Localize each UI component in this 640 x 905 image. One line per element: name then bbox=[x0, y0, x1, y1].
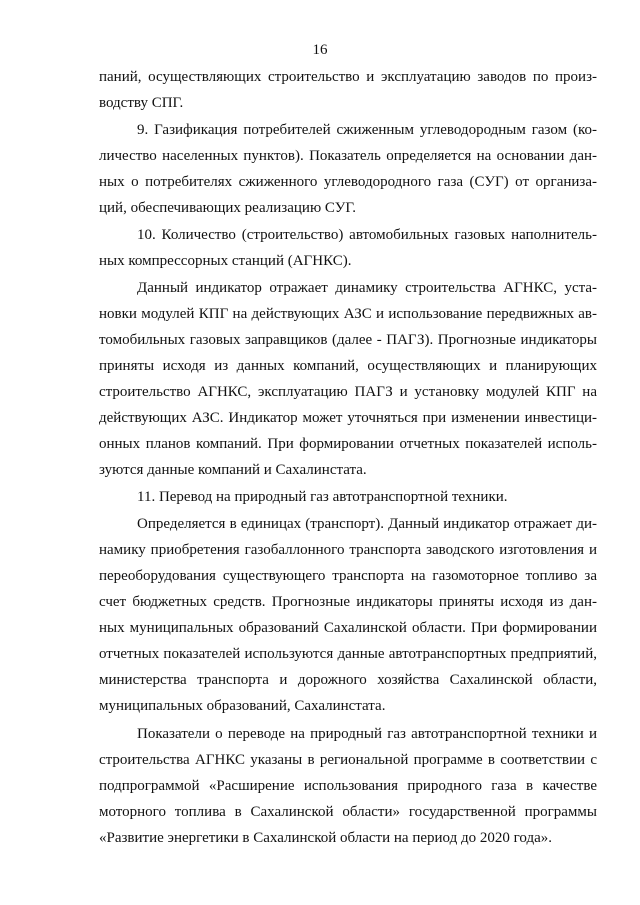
text-line: действующих АЗС. Индикатор может уточняться при изменении инвестици- bbox=[99, 410, 597, 426]
text-line: томобильных газовых заправщиков (далее - ПАГЗ). Прогнозные индикаторы bbox=[99, 332, 597, 348]
text-line: Показатели о переводе на природный газ автотранспортной техники и bbox=[137, 726, 597, 742]
text-line: водству СПГ. bbox=[99, 95, 184, 111]
page-number: 16 bbox=[312, 42, 328, 58]
text-line: ных муниципальных образований Сахалинской области. При формировании bbox=[99, 620, 597, 636]
text-line: моторного топлива в Сахалинской области» государственной программы bbox=[99, 804, 597, 820]
text-line: счет бюджетных средств. Прогнозные индикаторы приняты исходя из дан- bbox=[99, 594, 597, 610]
text-line: 10. Количество (строительство) автомобильных газовых наполнитель- bbox=[137, 227, 597, 243]
text-line: 9. Газификация потребителей сжиженным углеводородным газом (ко- bbox=[137, 122, 597, 138]
text-line: личество населенных пунктов). Показатель определяется на основании дан- bbox=[99, 148, 597, 164]
text-line: переоборудования существующего транспорта на газомоторное топливо за bbox=[99, 568, 597, 584]
text-line: строительство АГНКС, эксплуатацию ПАГЗ и установку модулей КПГ на bbox=[99, 384, 597, 400]
text-line: ных о потребителях сжиженного углеводородного газа (СУГ) от организа- bbox=[99, 174, 597, 190]
text-line: строительства АГНКС указаны в региональной программе в соответствии с bbox=[99, 752, 597, 768]
text-line: ций, обеспечивающих реализацию СУГ. bbox=[99, 200, 357, 216]
text-line: ных компрессорных станций (АГНКС). bbox=[99, 253, 352, 269]
text-line: министерства транспорта и дорожного хозяйства Сахалинской области, bbox=[99, 672, 597, 688]
text-line: намику приобретения газобаллонного транспорта заводского изготовления и bbox=[99, 542, 597, 558]
text-line: Определяется в единицах (транспорт). Данный индикатор отражает ди- bbox=[137, 516, 597, 532]
text-line: Данный индикатор отражает динамику строительства АГНКС, уста- bbox=[137, 280, 597, 296]
text-line: новки модулей КПГ на действующих АЗС и использование передвижных ав- bbox=[99, 306, 597, 322]
text-line: онных планов компаний. При формировании отчетных показателей исполь- bbox=[99, 436, 597, 452]
text-line: паний, осуществляющих строительство и эксплуатацию заводов по произ- bbox=[99, 69, 597, 85]
text-line: отчетных показателей используются данные автотранспортных предприятий, bbox=[99, 646, 597, 662]
text-line: зуются данные компаний и Сахалинстата. bbox=[99, 462, 367, 478]
text-line: «Развитие энергетики в Сахалинской области на период до 2020 года». bbox=[99, 830, 553, 846]
text-line: приняты исходя из данных компаний, осуществляющих и планирующих bbox=[99, 358, 597, 374]
text-line: подпрограммой «Расширение использования природного газа в качестве bbox=[99, 778, 597, 794]
text-line: 11. Перевод на природный газ автотранспортной техники. bbox=[137, 489, 508, 505]
text-line: муниципальных образований, Сахалинстата. bbox=[99, 698, 386, 714]
